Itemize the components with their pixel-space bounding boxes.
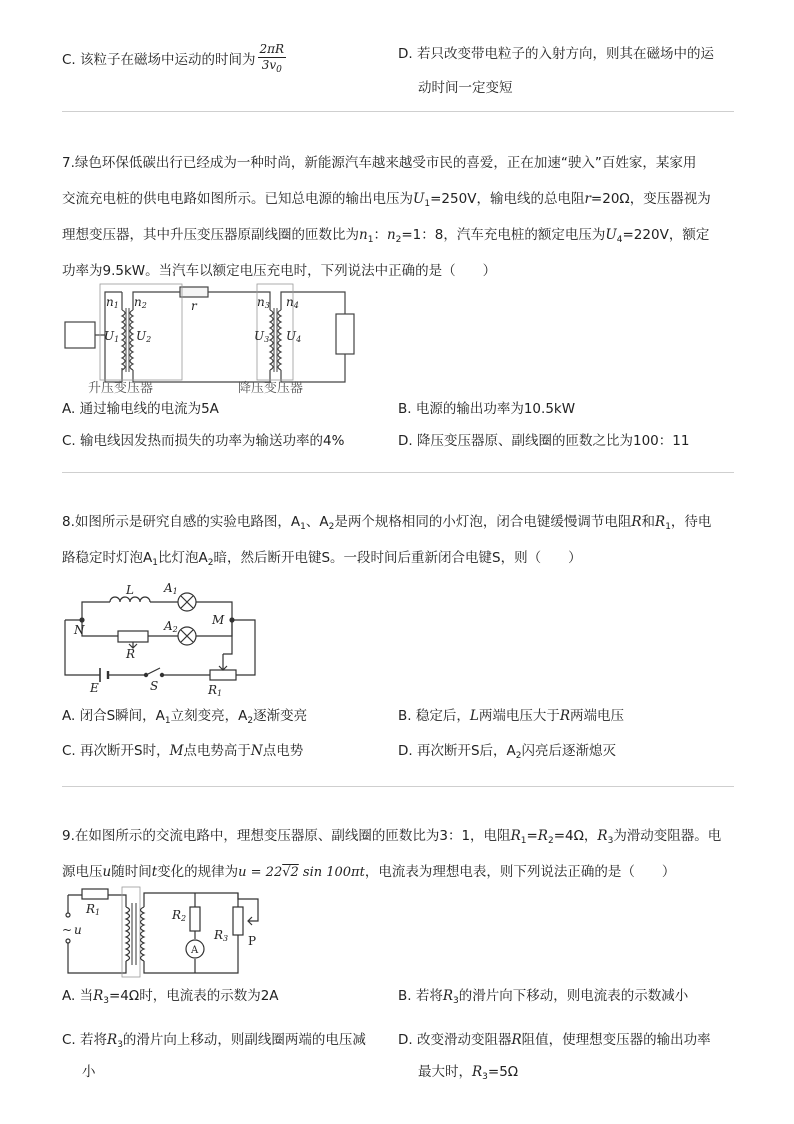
svg-text:A: A	[191, 945, 199, 956]
voltage-formula: u = 22√2 sin 100πt	[238, 865, 365, 880]
q9-option-b: B. 若将$R_3$的滑片向下移动，则电流表的示数减小	[398, 988, 689, 1006]
label-step-up-transformer: 升压变压器	[88, 381, 154, 396]
resistor-R	[118, 631, 148, 642]
q8-stem: 8.如图所示是研究自感的实验电路图，$A_1$、$A_2$是两个规格相同的小灯泡，闭合电键缓慢调节电阻R和$R_1$，待电 路稳定时灯泡$A_1$比灯泡$A_2$暗，然后断开电键S。一段时间后重新闭合电键S，则（ ）	[62, 514, 712, 568]
svg-text:E: E	[90, 681, 99, 695]
svg-text:R3: R3	[214, 928, 229, 943]
step-down-primary-coil	[270, 310, 273, 370]
q7-transformer-circuit-diagram	[60, 282, 360, 396]
svg-text:u: u	[74, 923, 82, 937]
divider	[62, 472, 734, 473]
svg-text:L: L	[126, 583, 134, 597]
step-up-primary-coil	[122, 310, 125, 370]
step-down-secondary-coil	[278, 310, 281, 370]
q6-option-d: D. 若只改变带电粒子的入射方向，则其在磁场中的运 动时间一定变短	[398, 46, 714, 96]
q6-option-c: C. 该粒子在磁场中运动的时间为 $\frac{2\pi R}{3v_0}$	[62, 42, 286, 78]
svg-text:U3: U3	[254, 329, 270, 344]
q9-option-d: D. 改变滑动变阻器R阻值，使理想变压器的输出功率 最大时，$R_3=5\Omega$	[398, 1032, 711, 1082]
divider	[62, 111, 734, 112]
q8-option-c: C. 再次断开S时，M点电势高于N点电势	[62, 743, 304, 759]
q9-stem: 9.在如图所示的交流电路中，理想变压器原、副线圈的匝数比为3：1，电阻$R_1=R_2=4\Omega$，$R_3$为滑动变阻器。电 源电压u随时间t变化的规律为u = 22√2 sin 100πt，电流表为理想电表，则下列说法正确的是（ ）	[62, 828, 722, 880]
svg-text:r: r	[191, 299, 197, 313]
rheostat-R1	[210, 670, 236, 680]
resistor-R1	[82, 889, 108, 899]
svg-text:A1: A1	[164, 581, 178, 596]
q8-option-a: A. 闭合S瞬间，$A_1$立刻变亮，$A_2$逐渐变亮	[62, 708, 308, 726]
step-up-secondary-coil	[130, 310, 133, 370]
q7-option-a: A. 通过输电线的电流为5A	[62, 401, 219, 417]
secondary-coil	[141, 907, 145, 961]
label-step-down-transformer: 降压变压器	[238, 381, 304, 396]
q8-option-d: D. 再次断开S后，$A_2$闪亮后逐渐熄灭	[398, 743, 617, 761]
q9-option-c: C. 若将$R_3$的滑片向上移动，则副线圈两端的电压减 小	[62, 1032, 366, 1080]
q7-option-b: B. 电源的输出功率为10.5kW	[398, 401, 576, 417]
q9-option-a: A. 当$R_3=4\Omega$时，电流表的示数为2A	[62, 988, 279, 1006]
svg-text:U4: U4	[286, 329, 302, 344]
q9-ac-transformer-circuit-diagram	[60, 885, 275, 980]
svg-text:~: ~	[62, 923, 73, 937]
svg-text:S: S	[150, 679, 159, 693]
svg-text:n1: n1	[106, 295, 119, 310]
power-source-box	[65, 322, 95, 348]
switch-S	[146, 668, 160, 675]
svg-text:R: R	[126, 647, 136, 661]
svg-text:N: N	[74, 623, 85, 637]
primary-coil	[126, 907, 130, 961]
q7-stem: 7.绿色环保低碳出行已经成为一种时尚，新能源汽车越来越受市民的喜爱，正在加速“驶入”百姓家，某家用 交流充电桩的供电电路如图所示。已知总电源的输出电压为$U_1=250V$，输电线的总电阻r=20Ω，变压器视为 理想变压器，其中升压变压器原副线圈的匝数比为$n_1$：$n_2=1$：8，汽车充电桩的额定电压为$U_4=220V$，额定 功率为9.5kW。当汽车以额定电压充电时，下列说法中正确的是（ ）	[62, 155, 711, 279]
fraction-2piR-over-3v0: $\frac{2\pi R}{3v_0}$	[259, 42, 285, 75]
svg-text:P: P	[248, 934, 257, 948]
svg-text:n4: n4	[286, 295, 299, 310]
svg-text:R2: R2	[172, 908, 187, 923]
svg-text:R1: R1	[86, 902, 101, 917]
svg-text:n2: n2	[134, 295, 147, 310]
svg-text:A2: A2	[164, 619, 178, 634]
svg-text:n3: n3	[257, 295, 270, 310]
inductor-L	[110, 597, 150, 602]
svg-text:U2: U2	[136, 329, 152, 344]
q8-self-inductance-circuit-diagram	[60, 580, 260, 698]
q7-option-d: D. 降压变压器原、副线圈的匝数之比为100：11	[398, 433, 690, 449]
resistor-R2	[190, 907, 200, 931]
svg-text:M: M	[212, 613, 225, 627]
charger-load-box	[336, 314, 354, 354]
svg-text:R1: R1	[208, 683, 223, 698]
svg-text:U1: U1	[104, 329, 120, 344]
q8-option-b: B. 稳定后，L两端电压大于R两端电压	[398, 708, 624, 724]
q7-option-c: C. 输电线因发热而损失的功率为输送功率的4%	[62, 433, 345, 449]
divider	[62, 786, 734, 787]
transformer-frame	[122, 887, 140, 977]
line-resistor-r	[180, 287, 208, 297]
rheostat-R3	[233, 907, 243, 935]
